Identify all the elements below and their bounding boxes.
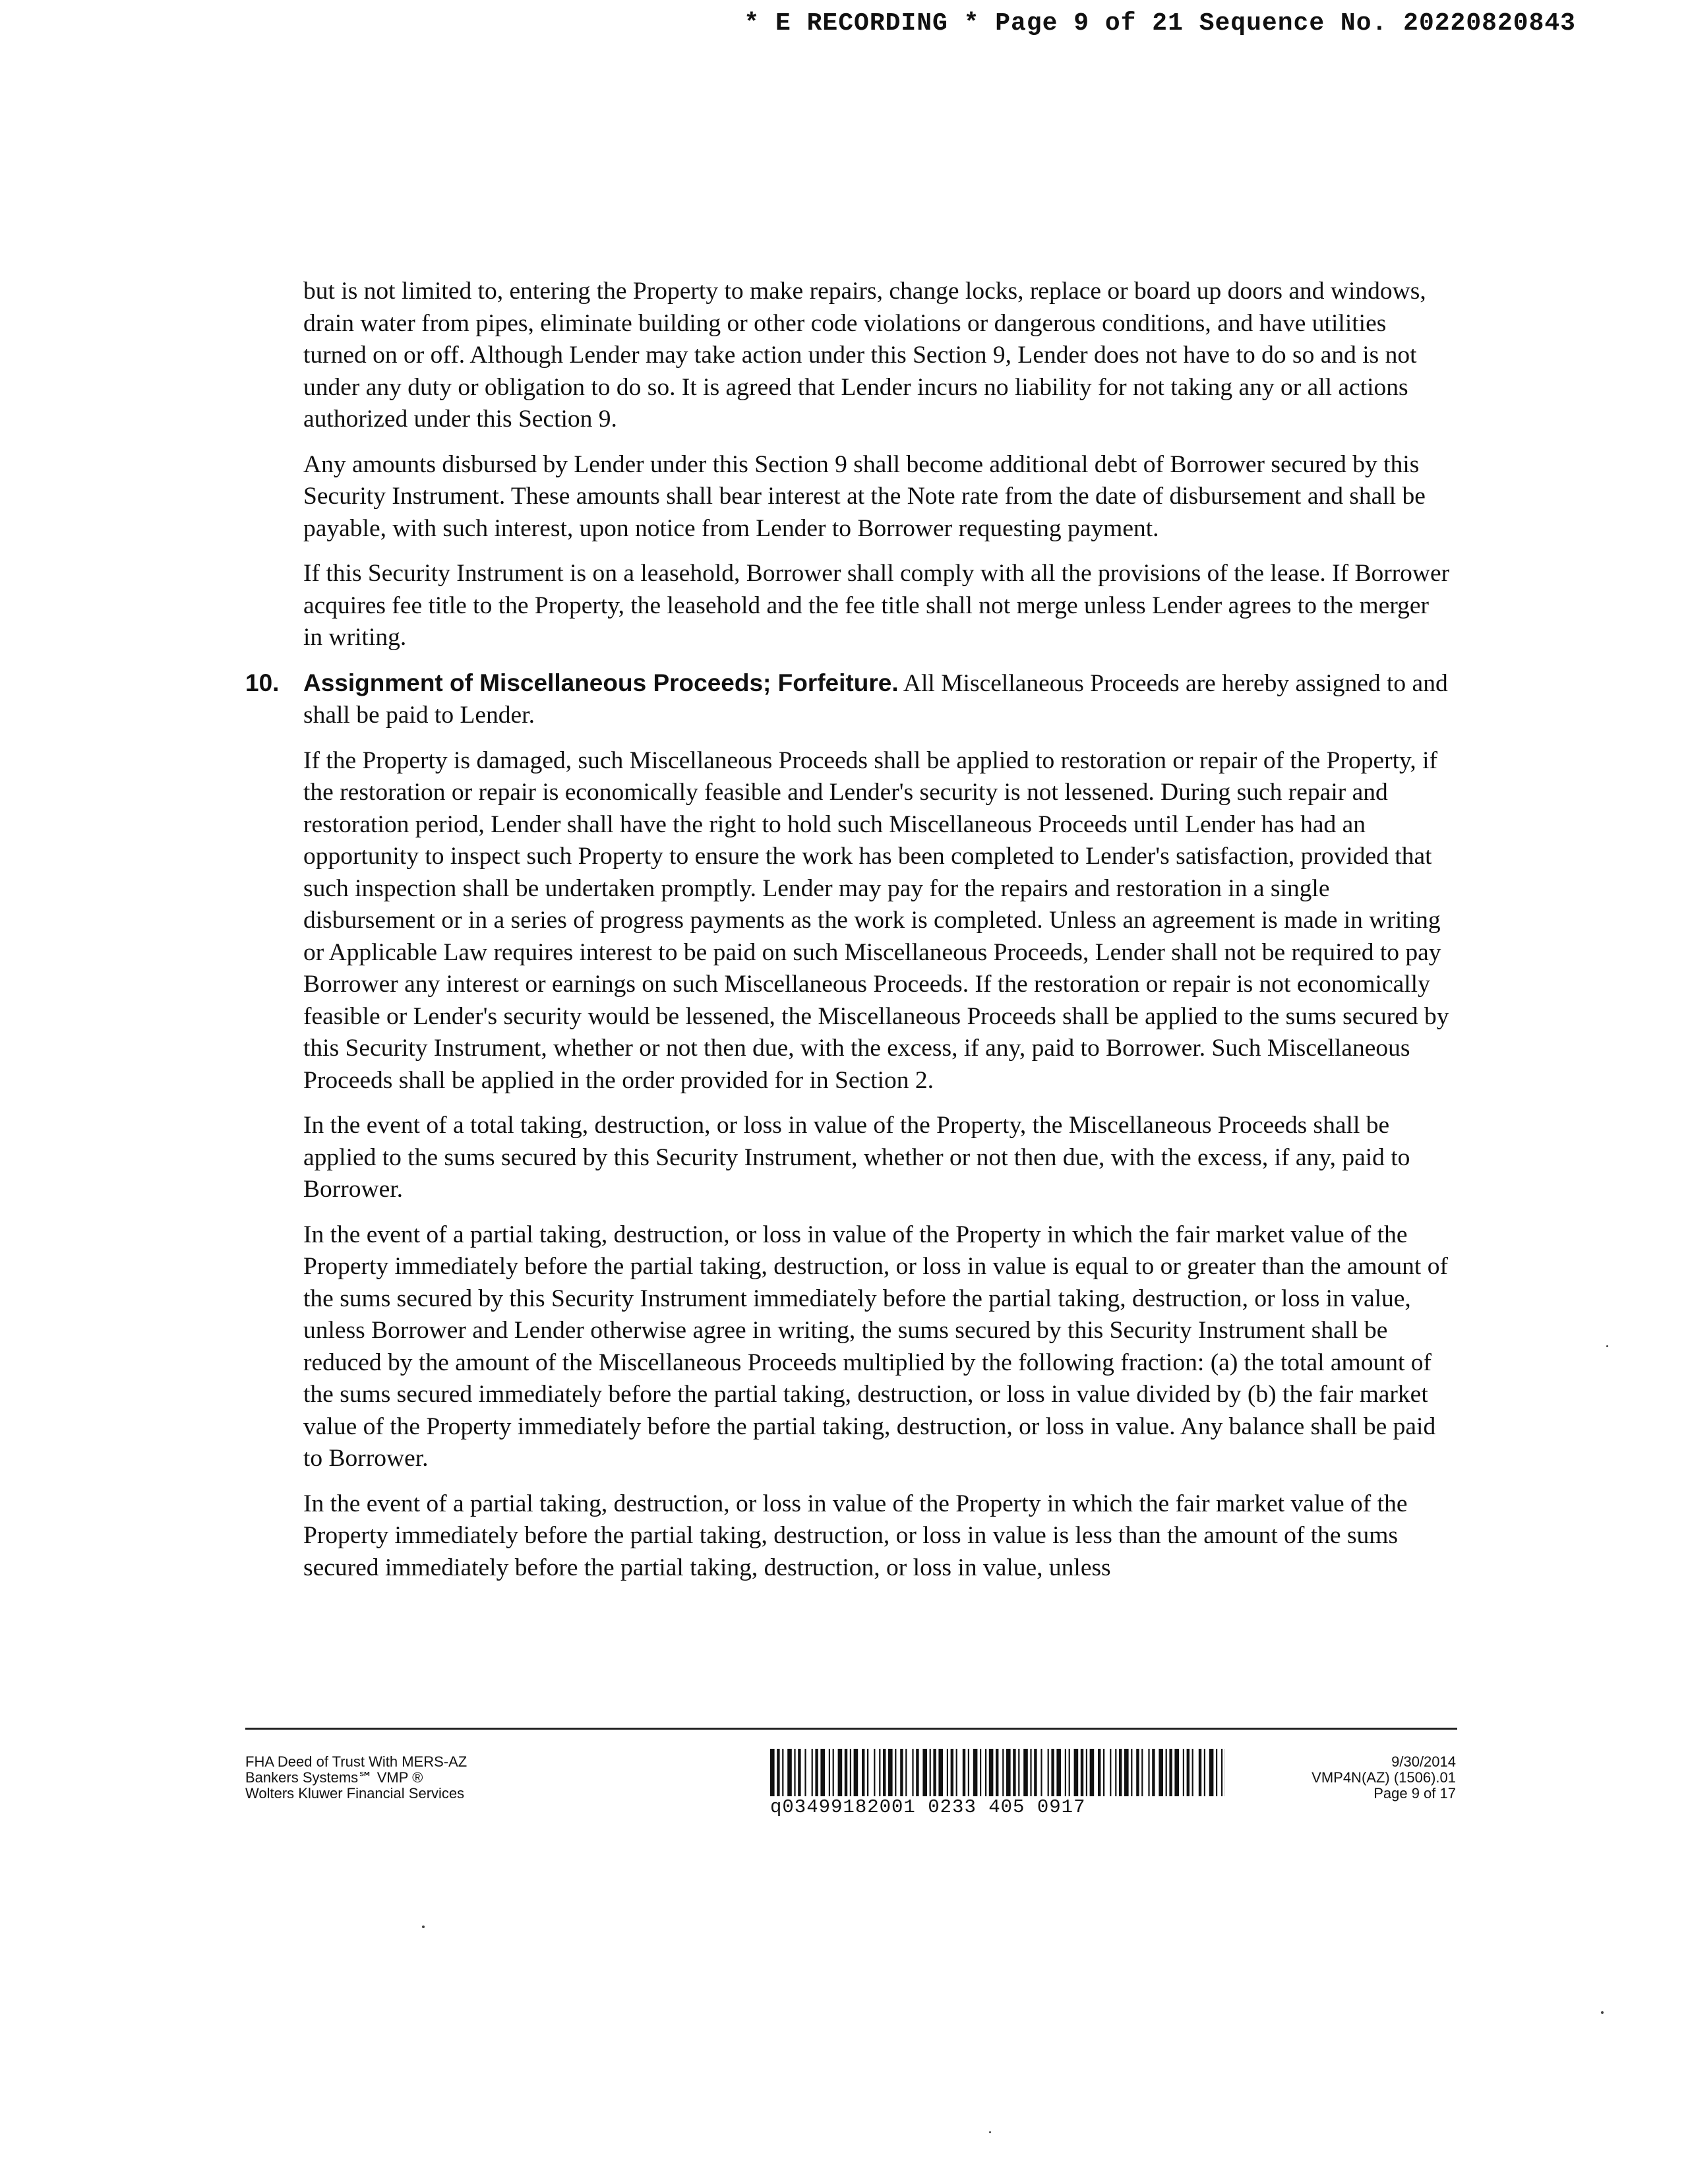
form-code: VMP4N(AZ) (1506).01	[1311, 1769, 1456, 1786]
barcode-bar	[1174, 1749, 1179, 1796]
barcode-bar	[1199, 1749, 1201, 1796]
barcode-bar	[1065, 1749, 1066, 1796]
form-page-number: Page 9 of 17	[1373, 1785, 1456, 1802]
footer-divider	[245, 1728, 1457, 1730]
barcode-bar	[787, 1749, 792, 1796]
barcode-bar	[1131, 1749, 1132, 1796]
barcode-bar	[916, 1749, 919, 1796]
barcode-bar	[1002, 1749, 1004, 1796]
paragraph: but is not limited to, entering the Property to make repairs, change locks, replace or board up doors and windows, drain water from pipes, eliminate building or other code violations or dangerous conditions, and have utilities turned on or off. Although Lender may take action under this Section 9, Lender does not have to do so and is not under any duty or obligation to do so. It is agreed that Lender incurs no liability for not taking any or all actions authorized under this Section 9.	[303, 278, 1426, 433]
document-body	[245, 276, 1454, 1597]
barcode-bar	[1119, 1749, 1122, 1796]
barcode-bar	[1221, 1749, 1222, 1796]
paragraph: If the Property is damaged, such Miscellaneous Proceeds shall be applied to restoration or repair of the Property, if the restoration or repair is economically feasible and Lender's security is not lessened. During such repair and restoration period, Lender shall have the right to hold such Miscellaneous Proceeds until Lender has had an opportunity to inspect such Property to ensure the work has been completed to Lender's satisfaction, provided that such inspection shall be undertaken promptly. Lender may pay for the repairs and restoration in a single disbursement or in a series of progress payments as the work is completed. Unless an agreement is made in writing or Applicable Law requires interest to be paid on such Miscellaneous Proceeds, Lender shall not be required to pay Borrower any interest or earnings on such Miscellaneous Proceeds. If the restoration or repair is not economically feasible or Lender's security would be lessened, the Miscellaneous Proceeds shall be applied to the sums secured by this Security Instrument, whether or not then due, with the excess, if any, paid to Borrower. Such Miscellaneous Proceeds shall be applied in the order provided for in Section 2.	[303, 746, 1449, 1094]
barcode-bar	[1110, 1749, 1111, 1796]
barcode-bar	[1098, 1749, 1100, 1796]
barcode-bar	[1124, 1749, 1129, 1796]
barcode-bar	[1166, 1749, 1167, 1796]
scan-speck	[1606, 1345, 1608, 1347]
barcode-bar	[1090, 1749, 1095, 1796]
section-intro-text: All Miscellaneous Proceeds are hereby assigned to and shall be paid to Lender.	[303, 669, 1448, 729]
barcode-bar	[1115, 1749, 1116, 1796]
barcode-bar	[963, 1749, 965, 1796]
barcode-bar	[794, 1749, 795, 1796]
barcode-bar	[833, 1749, 834, 1796]
barcode-bar	[1013, 1749, 1015, 1796]
paragraph: In the event of a partial taking, destruction, or loss in value of the Property in which the fair market value of the Property immediately before the partial taking, destruction, or loss in value is equal to or greater than the amount of the sums secured by this Security Instrument immediately before the partial taking, destruction, or loss in value, unless Borrower and Lender otherwise agree in writing, the sums secured by this Security Instrument shall be reduced by the amount of the Miscellaneous Proceeds multiplied by the following fraction: (a) the total amount of the sums secured immediately before the partial taking, destruction, or loss in value divided by (b) the fair market value of the Property immediately before the partial taking, destruction, or loss in value. Any balance shall be paid to Borrower.	[303, 1221, 1448, 1472]
barcode-bar	[1136, 1749, 1139, 1796]
recording-header: * E RECORDING * Page 9 of 21 Sequence No. 20220820843	[744, 9, 1576, 38]
barcode	[770, 1749, 1225, 1817]
barcode-bar	[1034, 1749, 1037, 1796]
barcode-bar	[1103, 1749, 1104, 1796]
section-intro	[303, 667, 1454, 732]
scan-speck	[1601, 2011, 1604, 2014]
barcode-bar	[798, 1749, 800, 1796]
barcode-bar	[1023, 1749, 1028, 1796]
section-10	[245, 667, 1454, 1585]
barcode-bar	[829, 1749, 830, 1796]
paragraph: In the event of a total taking, destruction, or loss in value of the Property, the Miscellaneous Proceeds shall be applied to the sums secured by this Security Instrument, whether or not then due, with the excess, if any, paid to Borrower.	[303, 1112, 1410, 1203]
barcode-bar	[782, 1749, 783, 1796]
barcode-bar	[1056, 1749, 1061, 1796]
barcode-bar	[1159, 1749, 1163, 1796]
barcode-bar	[1204, 1749, 1205, 1796]
barcode-bar	[812, 1749, 813, 1796]
barcode-bar	[850, 1749, 851, 1796]
barcode-bar	[862, 1749, 864, 1796]
barcode-bar	[922, 1749, 927, 1796]
barcode-bar	[867, 1749, 868, 1796]
barcode-bar	[989, 1749, 994, 1796]
barcode-bar	[1030, 1749, 1031, 1796]
barcode-bar	[1069, 1749, 1070, 1796]
barcode-bar	[985, 1749, 986, 1796]
barcode-bar	[996, 1749, 998, 1796]
scan-speck	[989, 2131, 991, 2133]
barcode-number: q03499182001 0233 405 0917	[770, 1796, 1086, 1818]
barcode-bar	[1183, 1749, 1184, 1796]
footer-form-info	[245, 1754, 467, 1802]
barcode-bar	[930, 1749, 931, 1796]
barcode-bar	[888, 1749, 893, 1796]
barcode-bar	[1006, 1749, 1011, 1796]
barcode-bar	[968, 1749, 969, 1796]
barcode-bar	[1074, 1749, 1079, 1796]
barcode-bar	[854, 1749, 859, 1796]
scan-speck	[422, 1926, 425, 1928]
barcode-bar	[951, 1749, 953, 1796]
paragraph: If this Security Instrument is on a leasehold, Borrower shall comply with all the provisions of the lease. If Borrower acquires fee title to the Property, the leasehold and the fee title shall not merge unless Lender agrees to the merger in writing.	[303, 560, 1450, 651]
barcode-bar	[879, 1749, 880, 1796]
barcode-bar	[1141, 1749, 1143, 1796]
barcode-bar	[1192, 1749, 1193, 1796]
barcode-bar	[905, 1749, 907, 1796]
barcode-bar	[973, 1749, 978, 1796]
barcode-bar	[956, 1749, 957, 1796]
barcode-bar	[1086, 1749, 1087, 1796]
form-vendor: Bankers Systems℠ VMP ®	[245, 1769, 423, 1786]
barcode-bar	[1187, 1749, 1190, 1796]
barcode-bar	[838, 1749, 843, 1796]
barcode-bar	[874, 1749, 875, 1796]
barcode-bar	[1048, 1749, 1049, 1796]
barcode-bar	[845, 1749, 847, 1796]
barcode-bar	[947, 1749, 948, 1796]
footer-form-code	[1311, 1754, 1456, 1802]
barcode-icon	[770, 1749, 1225, 1796]
barcode-bar	[895, 1749, 896, 1796]
paragraph: Any amounts disbursed by Lender under this Section 9 shall become additional debt of Borrower secured by this Security Instrument. These amounts shall bear interest at the Note rate from the date of disbursement and shall be payable, with such interest, upon notice from Lender to Borrower requesting payment.	[303, 450, 1426, 542]
barcode-bar	[900, 1749, 903, 1796]
barcode-bar	[770, 1749, 775, 1796]
barcode-bar	[804, 1749, 806, 1796]
barcode-bar	[938, 1749, 943, 1796]
form-title: FHA Deed of Trust With MERS-AZ	[245, 1753, 467, 1770]
form-date: 9/30/2014	[1391, 1753, 1456, 1770]
barcode-bar	[933, 1749, 936, 1796]
barcode-bar	[1040, 1749, 1042, 1796]
barcode-bar	[820, 1749, 825, 1796]
barcode-bar	[1209, 1749, 1214, 1796]
barcode-bar	[1081, 1749, 1083, 1796]
barcode-bar	[912, 1749, 913, 1796]
barcode-bar	[980, 1749, 981, 1796]
barcode-bar	[815, 1749, 818, 1796]
barcode-bar	[1152, 1749, 1155, 1796]
barcode-bar	[883, 1749, 886, 1796]
barcode-bar	[1018, 1749, 1019, 1796]
section-heading: Assignment of Miscellaneous Proceeds; Forfeiture.	[303, 669, 899, 696]
barcode-bar	[1051, 1749, 1054, 1796]
barcode-bar	[777, 1749, 779, 1796]
section-number: 10.	[245, 669, 280, 696]
form-publisher: Wolters Kluwer Financial Services	[245, 1785, 465, 1802]
paragraph: In the event of a partial taking, destruction, or loss in value of the Property in which the fair market value of the Property immediately before the partial taking, destruction, or loss in value is less than the amount of the sums secured immediately before the partial taking, destruction, or loss in value, unless	[303, 1490, 1408, 1581]
barcode-bar	[1148, 1749, 1149, 1796]
barcode-bar	[1216, 1749, 1217, 1796]
barcode-bar	[1169, 1749, 1172, 1796]
